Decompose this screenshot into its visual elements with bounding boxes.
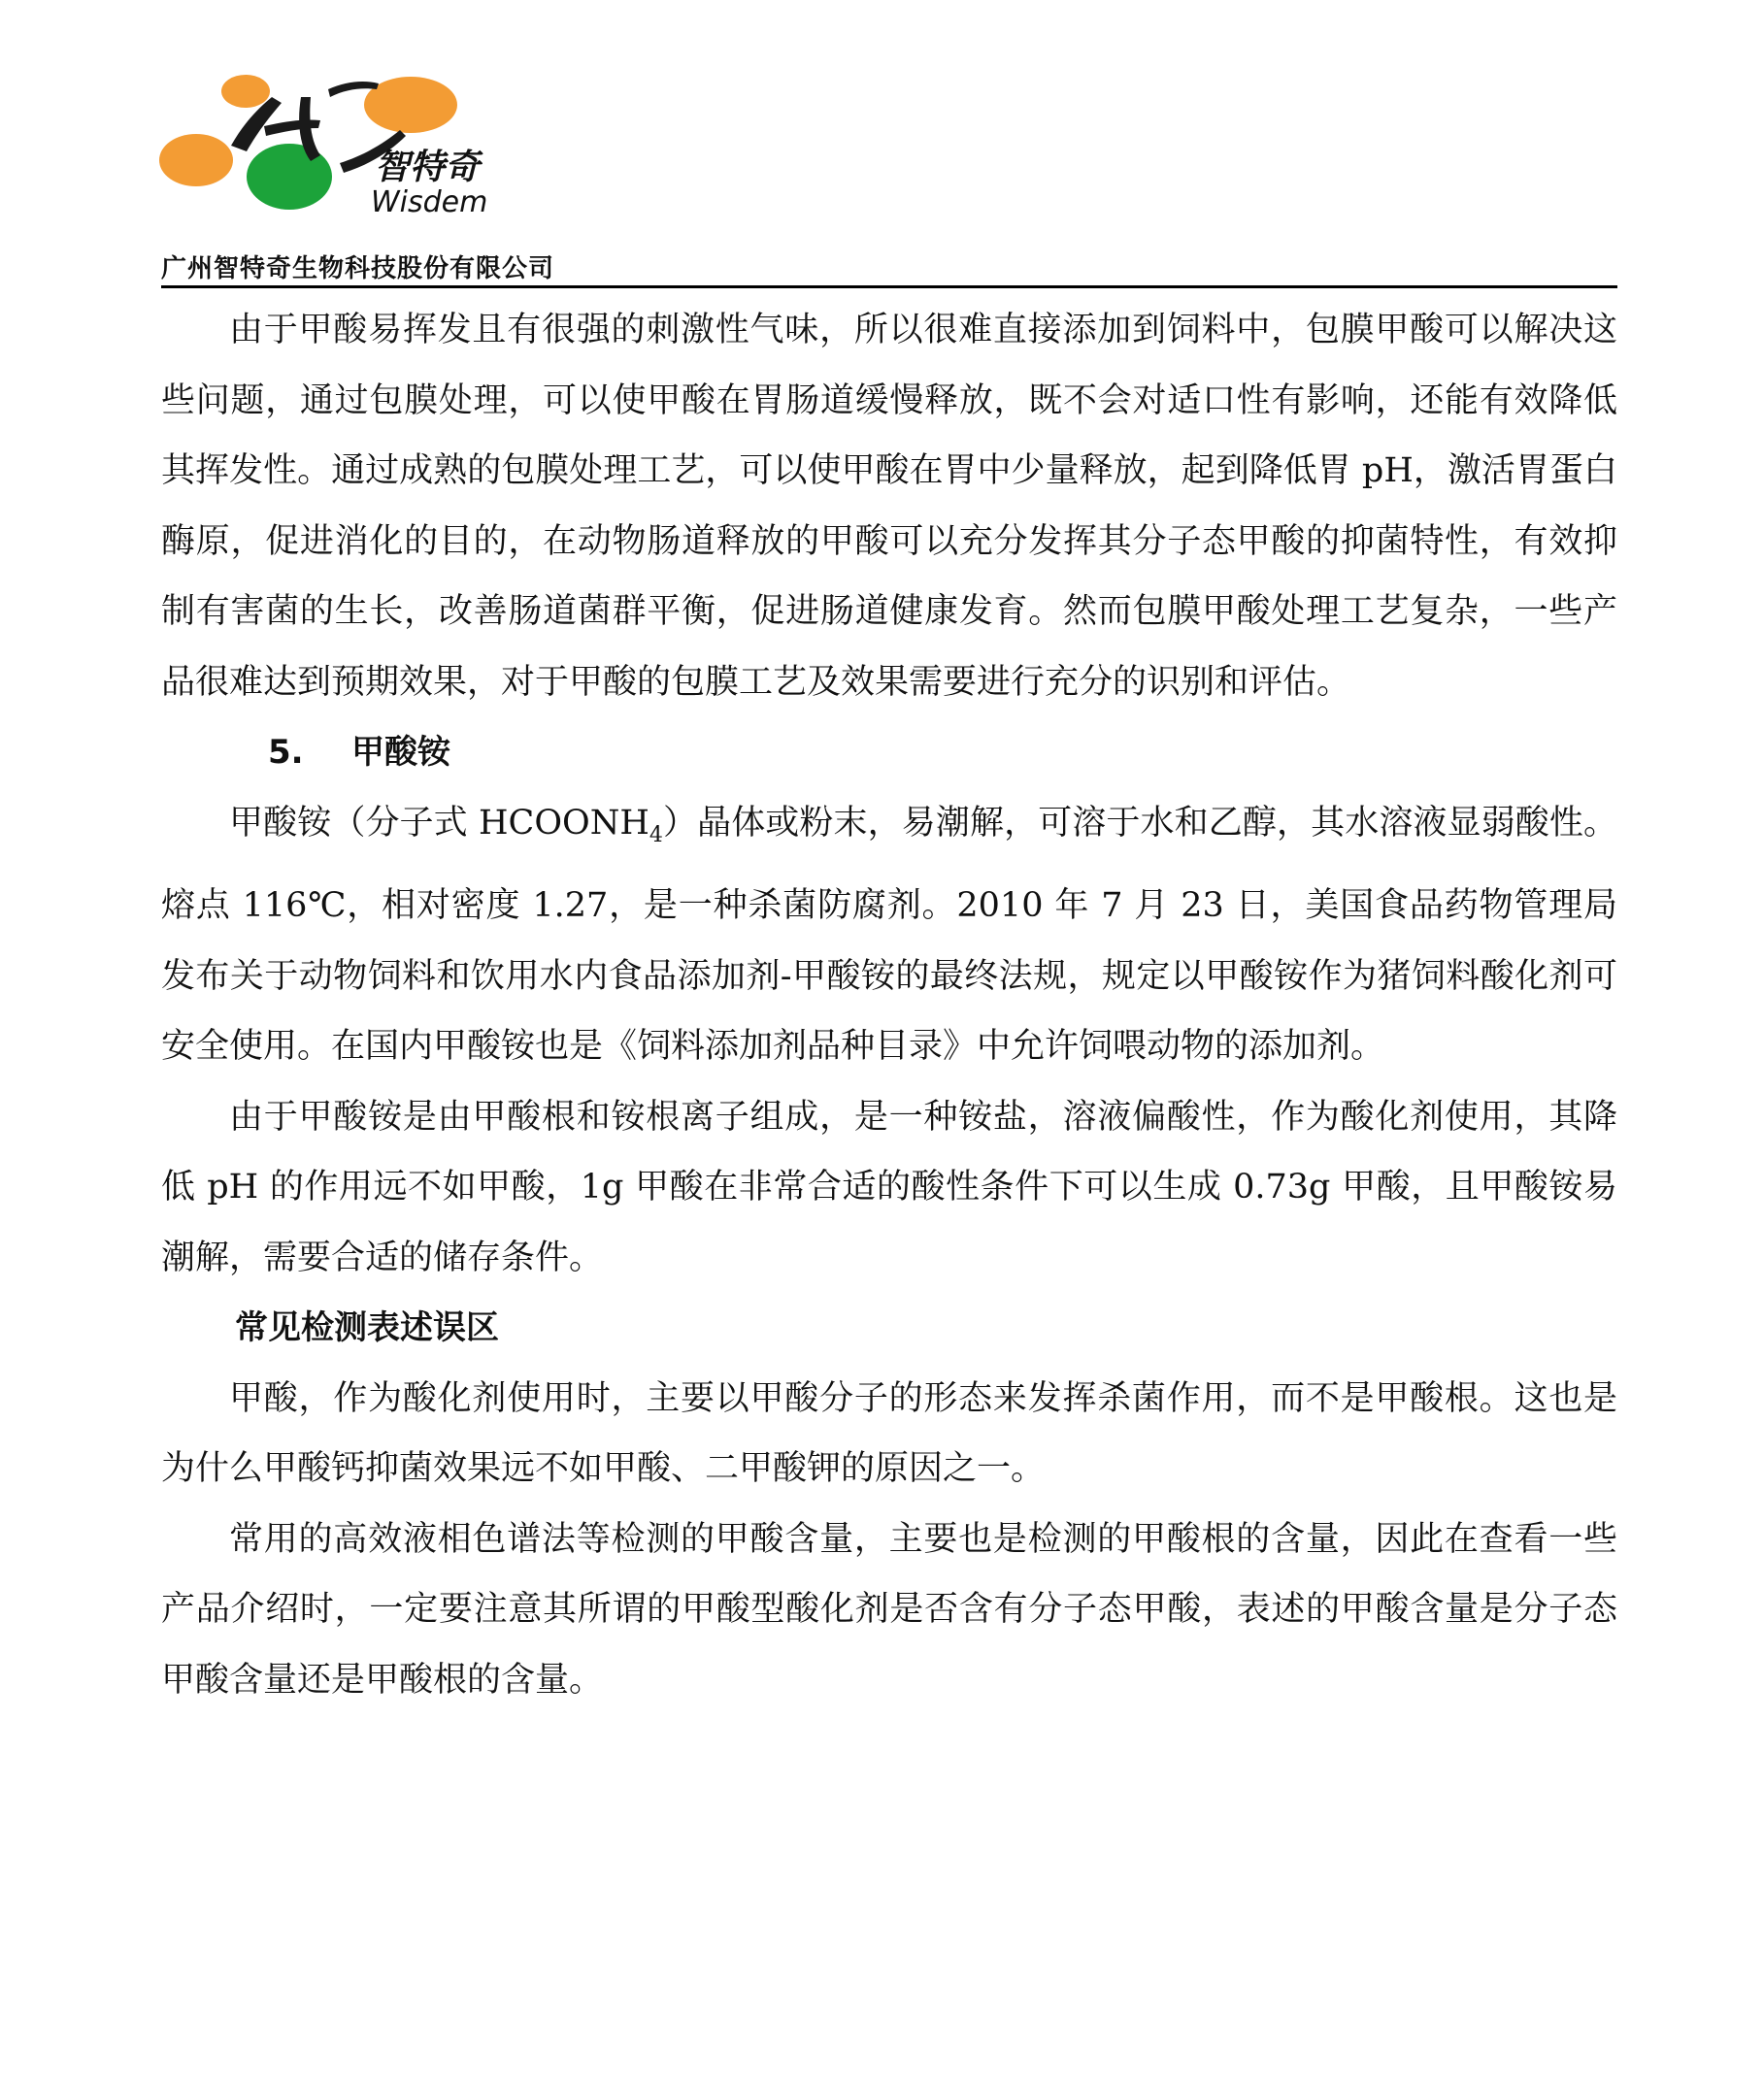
logo-lettering: [371, 148, 487, 219]
svg-text:智特奇: 智特奇: [375, 148, 481, 187]
logo-graphic: [155, 68, 563, 223]
formula-text-after: ）晶体或粉末，易潮解，可溶于水和乙醇，其水溶液显弱酸性。熔点 116℃，相对密度 1.27，是一种杀菌防腐剂。2010 年 7 月 23 日，美国食品药物管理局发布关于动物饲料和饮用水内食品添加剂-甲酸铵的最终法规，规定以甲酸铵作为猪饲料酸化剂可安全使用。在国内甲酸铵也是《饲料添加剂品种目录》中允许饲喂动物的添加剂。: [161, 803, 1617, 1066]
section-title: 甲酸铵: [351, 733, 450, 772]
paragraph-ammonium-salt: 由于甲酸铵是由甲酸根和铵根离子组成，是一种铵盐，溶液偏酸性，作为酸化剂使用，其降低 pH 的作用远不如甲酸，1g 甲酸在非常合适的酸性条件下可以生成 0.73g 甲酸，且甲酸铵易潮解，需要合适的储存条件。: [161, 1097, 1617, 1277]
formula-subscript: 4: [649, 822, 663, 847]
company-name: 广州智特奇生物科技股份有限公司: [161, 254, 555, 283]
paragraph-ammonium-formate-properties: [161, 788, 1617, 1082]
section-number: 5.: [268, 733, 304, 772]
svg-text:Wisdem: Wisdem: [371, 185, 488, 219]
logo-orange-dot-top: [221, 75, 270, 108]
paragraph-coated-formic-acid: 由于甲酸易挥发且有很强的刺激性气味，所以很难直接添加到饲料中，包膜甲酸可以解决这些问题，通过包膜处理，可以使甲酸在胃肠道缓慢释放，既不会对适口性有影响，还能有效降低其挥发性。通过成熟的包膜处理工艺，可以使甲酸在胃中少量释放，起到降低胃 pH，激活胃蛋白酶原，促进消化的目的，在动物肠道释放的甲酸可以充分发挥其分子态甲酸的抑菌特性，有效抑制有害菌的生长，改善肠道菌群平衡，促进肠道健康发育。然而包膜甲酸处理工艺复杂，一些产品很难达到预期效果，对于甲酸的包膜工艺及效果需要进行充分的识别和评估。: [161, 311, 1617, 702]
paragraph-formic-acid-molecule: 甲酸，作为酸化剂使用时，主要以甲酸分子的形态来发挥杀菌作用，而不是甲酸根。这也是为什么甲酸钙抑菌效果远不如甲酸、二甲酸钾的原因之一。: [161, 1378, 1617, 1488]
paragraph-hplc-detection: 常用的高效液相色谱法等检测的甲酸含量，主要也是检测的甲酸根的含量，因此在查看一些产品介绍时，一定要注意其所谓的甲酸型酸化剂是否含有分子态甲酸，表述的甲酸含量是分子态甲酸含量还是甲酸根的含量。: [161, 1519, 1617, 1700]
heading-detection-misconceptions: 常见检测表述误区: [235, 1308, 499, 1347]
document-body: [161, 295, 1617, 1715]
logo-stroke: [264, 119, 320, 136]
header-divider: [161, 285, 1617, 288]
section-heading-ammonium-formate: [161, 717, 1617, 788]
company-logo: [155, 68, 563, 223]
logo-orange-dot-left: [159, 134, 233, 186]
formula-text-before: 甲酸铵（分子式 HCOONH: [229, 803, 649, 843]
